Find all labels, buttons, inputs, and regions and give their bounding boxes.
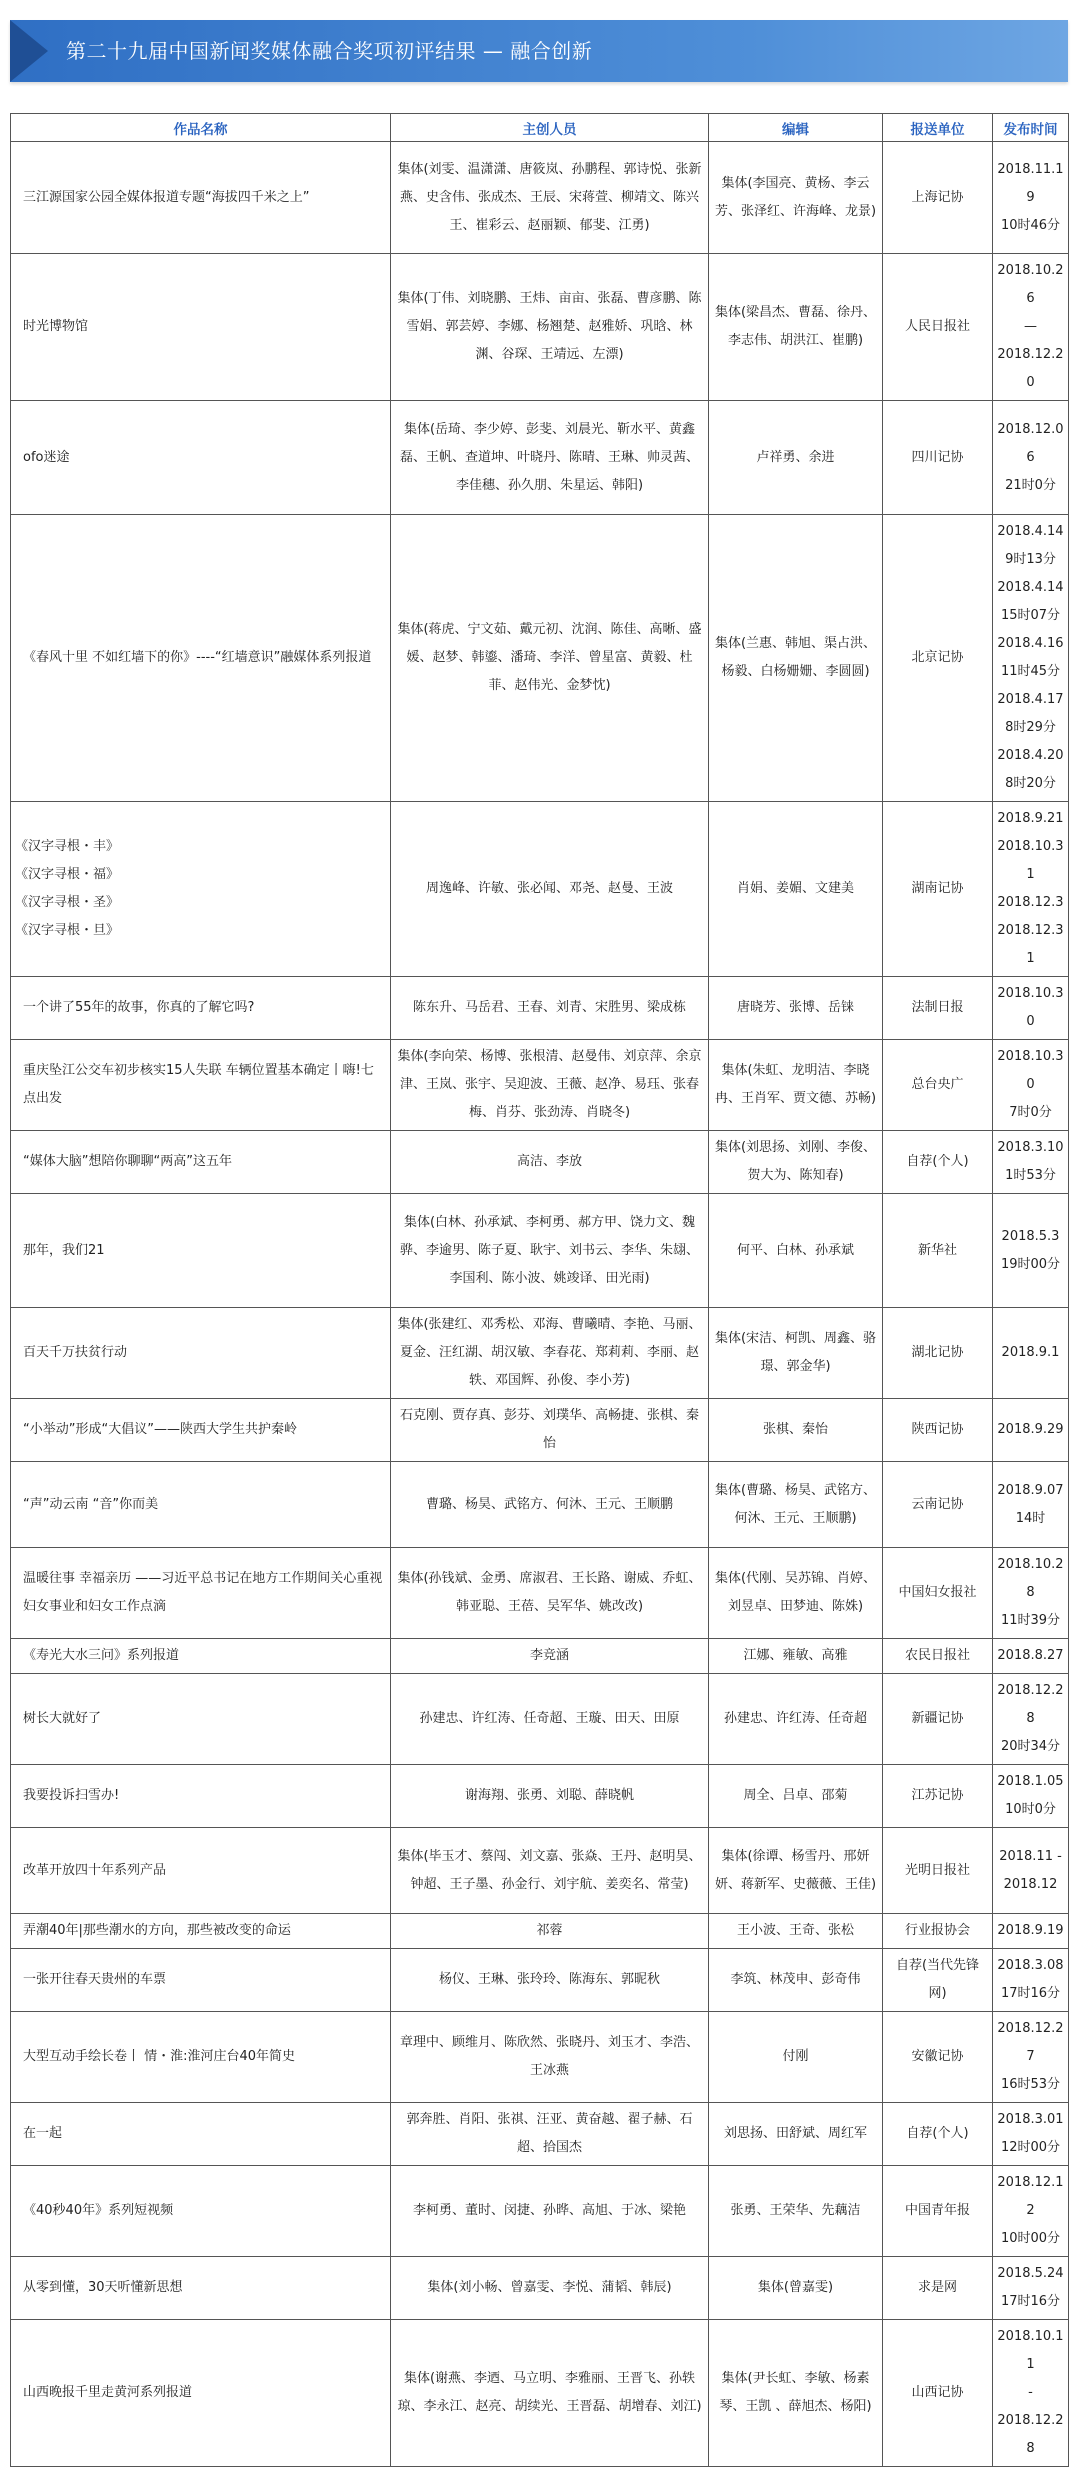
cell-date [993, 2012, 1069, 2103]
date-line: 12时00分 [1000, 2140, 1061, 2155]
title-banner [10, 20, 1068, 82]
table-row [11, 1674, 1069, 1765]
cell-creators: 李竞涵 [391, 1639, 709, 1674]
title-line: 三江源国家公园全媒体报道专题“海拔四千米之上” [23, 189, 310, 205]
table-row [11, 2166, 1069, 2257]
cell-editors: 刘思扬、田舒斌、周红军 [709, 2103, 883, 2166]
title-line: 百天千万扶贫行动 [23, 1345, 128, 1360]
cell-unit: 上海记协 [883, 142, 993, 254]
cell-date [993, 1639, 1069, 1674]
table-row [11, 1462, 1069, 1548]
title-line: 一张开往春天贵州的车票 [23, 1972, 167, 1987]
date-line: 2018.8.27 [997, 1648, 1064, 1663]
date-line: 16时53分 [1000, 2077, 1061, 2092]
table-row [11, 1639, 1069, 1674]
cell-unit: 农民日报社 [883, 1639, 993, 1674]
cell-creators: 李柯勇、董时、闵捷、孙晔、高旭、于冰、梁艳 [391, 2166, 709, 2257]
cell-creators: 曹璐、杨昊、武铭方、何沐、王元、王顺鹏 [391, 1462, 709, 1548]
cell-unit: 行业报协会 [883, 1914, 993, 1949]
cell-editors: 卢祥勇、余进 [709, 401, 883, 515]
table-row [11, 254, 1069, 401]
cell-title [11, 2103, 391, 2166]
title-line: 山西晚报千里走黄河系列报道 [23, 2385, 193, 2400]
table-row [11, 1548, 1069, 1639]
date-line: 2018.12.20 [997, 347, 1064, 390]
title-line: 大型互动手绘长卷丨 情・淮:淮河庄台40年简史 [23, 2049, 296, 2064]
cell-editors: 集体(曾嘉雯) [709, 2257, 883, 2320]
cell-date [993, 2166, 1069, 2257]
cell-creators: 集体(张建红、邓秀松、邓海、曹曦晴、李艳、马丽、夏金、汪红湖、胡汉敏、李春花、郑莉莉、李丽、赵轶、邓国辉、孙俊、李小芳) [391, 1308, 709, 1399]
cell-unit: 湖北记协 [883, 1308, 993, 1399]
date-line: 2018.12.28 [997, 1683, 1064, 1726]
cell-unit: 新疆记协 [883, 1674, 993, 1765]
cell-unit: 人民日报社 [883, 254, 993, 401]
cell-editors: 张勇、王荣华、先藕洁 [709, 2166, 883, 2257]
cell-title [11, 1131, 391, 1194]
cell-unit: 自荐(当代先锋网) [883, 1949, 993, 2012]
cell-editors: 周全、吕卓、邵菊 [709, 1765, 883, 1828]
date-line: 2018.11 - [999, 1848, 1062, 1864]
results-table [10, 113, 1069, 2467]
table-row [11, 1308, 1069, 1399]
date-line: 2018.4.20 [997, 748, 1064, 763]
date-line: 19时00分 [1000, 1256, 1061, 1272]
title-line: 《汉字寻根・旦》 [15, 923, 120, 938]
date-line: 2018.9.21 [997, 811, 1064, 826]
cell-creators: 孙建忠、许红涛、任奇超、王璇、田天、田原 [391, 1674, 709, 1765]
title-line: 从零到懂，30天听懂新思想 [23, 2280, 183, 2295]
cell-date [993, 1040, 1069, 1131]
date-line: 2018.3.10 [997, 1140, 1064, 1155]
title-line: 《寿光大水三问》系列报道 [23, 1648, 180, 1663]
date-line: 9时13分 [1005, 552, 1056, 567]
table-row [11, 2257, 1069, 2320]
cell-editors: 唐晓芳、张博、岳铼 [709, 977, 883, 1040]
cell-unit: 北京记协 [883, 515, 993, 802]
cell-unit: 自荐(个人) [883, 1131, 993, 1194]
table-row [11, 1399, 1069, 1462]
cell-unit: 光明日报社 [883, 1828, 993, 1914]
title-line: 改革开放四十年系列产品 [23, 1862, 167, 1878]
cell-title [11, 515, 391, 802]
cell-unit: 法制日报 [883, 977, 993, 1040]
table-row [11, 1828, 1069, 1914]
cell-editors: 集体(代刚、吴苏锦、肖婷、刘昱卓、田梦迪、陈姝) [709, 1548, 883, 1639]
date-line: 2018.10.11 [997, 2329, 1064, 2372]
date-line: 2018.11.19 [997, 161, 1064, 205]
cell-title [11, 1040, 391, 1131]
cell-creators: 章理中、顾维月、陈欣然、张晓丹、刘玉才、李浩、王冰燕 [391, 2012, 709, 2103]
date-line: 2018.4.16 [997, 636, 1064, 651]
cell-title [11, 142, 391, 254]
table-row [11, 1765, 1069, 1828]
column-header-editors: 编辑 [709, 114, 883, 142]
cell-editors: 王小波、王奇、张松 [709, 1914, 883, 1949]
date-line: 2018.3.08 [997, 1958, 1064, 1973]
cell-editors: 肖娟、姜媚、文建美 [709, 802, 883, 977]
cell-creators: 集体(蒋虎、宁文茹、戴元初、沈润、陈佳、高晰、盛媛、赵梦、韩鎏、潘琦、李洋、曾星富、黄毅、杜菲、赵伟光、金梦忱) [391, 515, 709, 802]
cell-creators: 集体(丁伟、刘晓鹏、王炜、亩亩、张磊、曹彦鹏、陈雪娟、郭芸婷、李娜、杨翘楚、赵雅娇、巩晗、林渊、谷琛、王靖远、左漂) [391, 254, 709, 401]
cell-date [993, 1308, 1069, 1399]
table-row [11, 2103, 1069, 2166]
date-line: 2018.12.31 [997, 923, 1064, 966]
date-line: 8时29分 [1005, 720, 1056, 735]
column-header-title: 作品名称 [11, 114, 391, 142]
cell-date [993, 1548, 1069, 1639]
cell-creators: 石克刚、贾存真、彭芬、刘璞华、高畅捷、张棋、秦怡 [391, 1399, 709, 1462]
cell-editors: 集体(宋洁、柯凯、周鑫、骆璟、郭金华) [709, 1308, 883, 1399]
cell-title [11, 254, 391, 401]
date-line: 2018.12.27 [997, 2021, 1064, 2064]
cell-date [993, 515, 1069, 802]
cell-creators: 集体(白林、孙承斌、李柯勇、郝方甲、饶力文、魏骅、李逾男、陈子夏、耿宇、刘书云、李华、朱翃、李国利、陈小波、姚竣译、田光雨) [391, 1194, 709, 1308]
date-line: 20时34分 [1000, 1739, 1061, 1754]
cell-date [993, 1194, 1069, 1308]
table-row [11, 802, 1069, 977]
cell-editors: 张棋、秦怡 [709, 1399, 883, 1462]
date-line: 2018.5.3 [1001, 1228, 1060, 1244]
cell-date [993, 1949, 1069, 2012]
title-line: “声”动云南 “音”你而美 [23, 1496, 159, 1512]
table-body [11, 142, 1069, 2467]
date-line: 2018.12.12 [997, 2175, 1064, 2218]
cell-title [11, 1765, 391, 1828]
cell-creators: 陈东升、马岳君、王春、刘青、宋胜男、梁成栋 [391, 977, 709, 1040]
cell-title [11, 1399, 391, 1462]
date-line: 2018.4.14 [997, 524, 1064, 539]
date-line: 8时20分 [1005, 776, 1056, 791]
cell-title [11, 802, 391, 977]
cell-title [11, 1308, 391, 1399]
cell-editors: 集体(李国亮、黄杨、李云芳、张泽红、许海峰、龙景) [709, 142, 883, 254]
title-line: 时光博物馆 [23, 319, 89, 334]
cell-date [993, 1914, 1069, 1949]
cell-editors: 江娜、雍敏、高雅 [709, 1639, 883, 1674]
cell-editors: 集体(曹璐、杨昊、武铭方、何沐、王元、王顺鹏) [709, 1462, 883, 1548]
title-line: “媒体大脑”想陪你聊聊“两高”这五年 [23, 1154, 232, 1169]
cell-unit: 江苏记协 [883, 1765, 993, 1828]
cell-date [993, 2103, 1069, 2166]
cell-title [11, 1639, 391, 1674]
title-line: 《40秒40年》系列短视频 [23, 2203, 174, 2218]
cell-editors: 集体(兰惠、韩旭、渠占洪、杨毅、白杨姗姗、李圆圆) [709, 515, 883, 802]
date-line: 2018.4.14 [997, 580, 1064, 595]
cell-date [993, 254, 1069, 401]
cell-editors: 集体(尹长虹、李敏、杨素琴、王凯 、薛旭杰、杨阳) [709, 2320, 883, 2467]
cell-creators: 集体(岳琦、李少婷、彭斐、刘晨光、靳水平、黄鑫磊、王帆、查道坤、叶晓丹、陈晴、王琳、帅灵茜、李佳穗、孙久朋、朱星运、韩阳) [391, 401, 709, 515]
table-row [11, 1194, 1069, 1308]
date-line: 2018.3.01 [997, 2112, 1064, 2127]
cell-creators: 高洁、李放 [391, 1131, 709, 1194]
date-line: 11时39分 [1000, 1613, 1061, 1628]
cell-date [993, 1399, 1069, 1462]
cell-date [993, 401, 1069, 515]
cell-date [993, 977, 1069, 1040]
date-line: 2018.10.26 [997, 263, 1064, 306]
cell-title [11, 1462, 391, 1548]
cell-creators: 谢海翔、张勇、刘聪、薛晓帆 [391, 1765, 709, 1828]
cell-title [11, 1828, 391, 1914]
date-line: 10时00分 [1000, 2231, 1061, 2246]
title-line: 《汉字寻根・福》 [15, 867, 120, 882]
title-line: 温暖往事 幸福亲历 ——习近平总书记在地方工作期间关心重视妇女事业和妇女工作点滴 [23, 1571, 383, 1614]
table-header-row [11, 114, 1069, 142]
date-line: 1时53分 [1005, 1168, 1056, 1183]
column-header-creators: 主创人员 [391, 114, 709, 142]
date-line: 10时0分 [1005, 1802, 1056, 1817]
cell-title [11, 977, 391, 1040]
cell-unit: 自荐(个人) [883, 2103, 993, 2166]
cell-editors: 集体(徐谭、杨雪丹、邢妍妍、蒋新军、史薇薇、王佳) [709, 1828, 883, 1914]
table-row [11, 1914, 1069, 1949]
cell-unit: 湖南记协 [883, 802, 993, 977]
cell-editors: 孙建忠、许红涛、任奇超 [709, 1674, 883, 1765]
title-line: ofo迷途 [23, 449, 70, 465]
cell-unit: 山西记协 [883, 2320, 993, 2467]
title-line: 在一起 [23, 2126, 63, 2141]
date-line: 2018.1.05 [997, 1774, 1064, 1789]
title-line: 一个讲了55年的故事，你真的了解它吗? [23, 1000, 255, 1015]
title-line: 那年，我们21 [23, 1242, 105, 1258]
cell-unit: 新华社 [883, 1194, 993, 1308]
date-line: 2018.9.07 [997, 1482, 1064, 1498]
cell-date [993, 1765, 1069, 1828]
cell-unit: 云南记协 [883, 1462, 993, 1548]
title-line: 《汉字寻根・丰》 [15, 839, 120, 854]
cell-unit: 陕西记协 [883, 1399, 993, 1462]
date-line: 2018.9.19 [997, 1923, 1064, 1938]
cell-date [993, 142, 1069, 254]
cell-title [11, 1194, 391, 1308]
cell-unit: 总台央广 [883, 1040, 993, 1131]
date-line: 11时45分 [1000, 664, 1061, 679]
date-line: 15时07分 [1000, 608, 1061, 623]
cell-date [993, 2320, 1069, 2467]
table-row [11, 1949, 1069, 2012]
cell-creators: 集体(刘雯、温潇潇、唐筱岚、孙鹏程、郭诗悦、张新燕、史含伟、张成杰、王辰、宋蒋萱、柳靖文、陈兴王、崔彩云、赵丽颖、郁斐、江勇) [391, 142, 709, 254]
cell-date [993, 802, 1069, 977]
date-line: 2018.12.28 [997, 2413, 1064, 2456]
date-line: 7时0分 [1009, 1105, 1052, 1120]
cell-creators: 杨仪、王琳、张玲玲、陈海东、郭昵秋 [391, 1949, 709, 2012]
title-line: “小举动”形成“大倡议”——陕西大学生共护秦岭 [23, 1422, 297, 1437]
cell-editors: 集体(梁昌杰、曹磊、徐丹、李志伟、胡洪江、崔鹏) [709, 254, 883, 401]
cell-title [11, 2320, 391, 2467]
date-line: 2018.10.28 [997, 1557, 1064, 1600]
title-line: 树长大就好了 [23, 1711, 102, 1726]
cell-title [11, 1548, 391, 1639]
date-line: — [1024, 319, 1037, 334]
date-line: 2018.4.17 [997, 692, 1064, 707]
title-line: 弄潮40年|那些潮水的方向，那些被改变的命运 [23, 1923, 291, 1938]
cell-date [993, 1131, 1069, 1194]
cell-creators: 集体(李向荣、杨博、张根清、赵曼伟、刘京萍、余京津、王岚、张宇、吴迎波、王薇、赵净、易珏、张春梅、肖芬、张劲涛、肖晓冬) [391, 1040, 709, 1131]
table-row [11, 401, 1069, 515]
cell-unit: 中国青年报 [883, 2166, 993, 2257]
date-line: 2018.12.06 [997, 421, 1064, 465]
cell-unit: 中国妇女报社 [883, 1548, 993, 1639]
cell-editors: 付刚 [709, 2012, 883, 2103]
cell-date [993, 1462, 1069, 1548]
cell-unit: 安徽记协 [883, 2012, 993, 2103]
cell-creators: 周逸峰、许敏、张必闻、邓尧、赵曼、王波 [391, 802, 709, 977]
table-row [11, 142, 1069, 254]
table-row [11, 977, 1069, 1040]
cell-creators: 集体(谢燕、李迺、马立明、李雅丽、王晋飞、孙轶琼、李永江、赵亮、胡续光、王晋磊、胡增春、刘江) [391, 2320, 709, 2467]
cell-title [11, 401, 391, 515]
title-line: 重庆坠江公交车初步核实15人失联 车辆位置基本确定丨嗨!七点出发 [23, 1063, 374, 1106]
table-row [11, 1131, 1069, 1194]
date-line: 2018.5.24 [997, 2266, 1064, 2281]
table-row [11, 1040, 1069, 1131]
cell-date [993, 1674, 1069, 1765]
date-line: 2018.12 [1003, 1876, 1058, 1892]
date-line: 17时16分 [1000, 1986, 1061, 2001]
date-line: 17时16分 [1000, 2294, 1061, 2309]
cell-date [993, 2257, 1069, 2320]
cell-title [11, 2012, 391, 2103]
date-line: - [1028, 2385, 1033, 2400]
title-line: 《春风十里 不如红墙下的你》----“红墙意识”融媒体系列报道 [23, 650, 372, 665]
date-line: 10时46分 [1000, 217, 1061, 233]
cell-unit: 求是网 [883, 2257, 993, 2320]
cell-title [11, 1949, 391, 2012]
date-line: 2018.10.30 [997, 1049, 1064, 1092]
cell-editors: 集体(朱虹、龙明洁、李晓冉、王肖军、贾文德、苏畅) [709, 1040, 883, 1131]
column-header-date: 发布时间 [993, 114, 1069, 142]
table-row [11, 2320, 1069, 2467]
date-line: 2018.10.30 [997, 986, 1064, 1029]
cell-creators: 郭奔胜、肖阳、张祺、汪亚、黄奋越、翟子赫、石超、拾国杰 [391, 2103, 709, 2166]
cell-creators: 集体(刘小畅、曾嘉雯、李悦、蒲韬、韩辰) [391, 2257, 709, 2320]
banner-arrow-icon [10, 20, 48, 82]
cell-editors: 集体(刘思扬、刘刚、李俊、贺大为、陈知春) [709, 1131, 883, 1194]
title-line: 我要投诉扫雪办! [23, 1788, 120, 1803]
date-line: 2018.9.1 [1001, 1345, 1060, 1360]
date-line: 14时 [1015, 1510, 1046, 1526]
cell-editors: 何平、白林、孙承斌 [709, 1194, 883, 1308]
page-title: 第二十九届中国新闻奖媒体融合奖项初评结果 — 融合创新 [66, 39, 593, 63]
cell-creators: 集体(孙钱斌、金勇、席淑君、王长路、谢威、乔虹、韩亚聪、王蓓、吴军华、姚改改) [391, 1548, 709, 1639]
table-row [11, 515, 1069, 802]
cell-creators: 祁蓉 [391, 1914, 709, 1949]
cell-title [11, 1914, 391, 1949]
cell-date [993, 1828, 1069, 1914]
cell-title [11, 2257, 391, 2320]
cell-unit: 四川记协 [883, 401, 993, 515]
date-line: 2018.9.29 [997, 1422, 1064, 1437]
cell-creators: 集体(毕玉才、蔡闯、刘文嘉、张焱、王丹、赵明昊、钟超、王子墨、孙金行、刘宇航、姜奕名、常莹) [391, 1828, 709, 1914]
date-line: 2018.12.3 [997, 895, 1064, 910]
cell-title [11, 2166, 391, 2257]
table-row [11, 2012, 1069, 2103]
cell-title [11, 1674, 391, 1765]
cell-editors: 李筑、林茂申、彭奇伟 [709, 1949, 883, 2012]
column-header-unit: 报送单位 [883, 114, 993, 142]
date-line: 21时0分 [1005, 477, 1056, 493]
title-line: 《汉字寻根・圣》 [15, 895, 120, 910]
date-line: 2018.10.31 [997, 839, 1064, 882]
